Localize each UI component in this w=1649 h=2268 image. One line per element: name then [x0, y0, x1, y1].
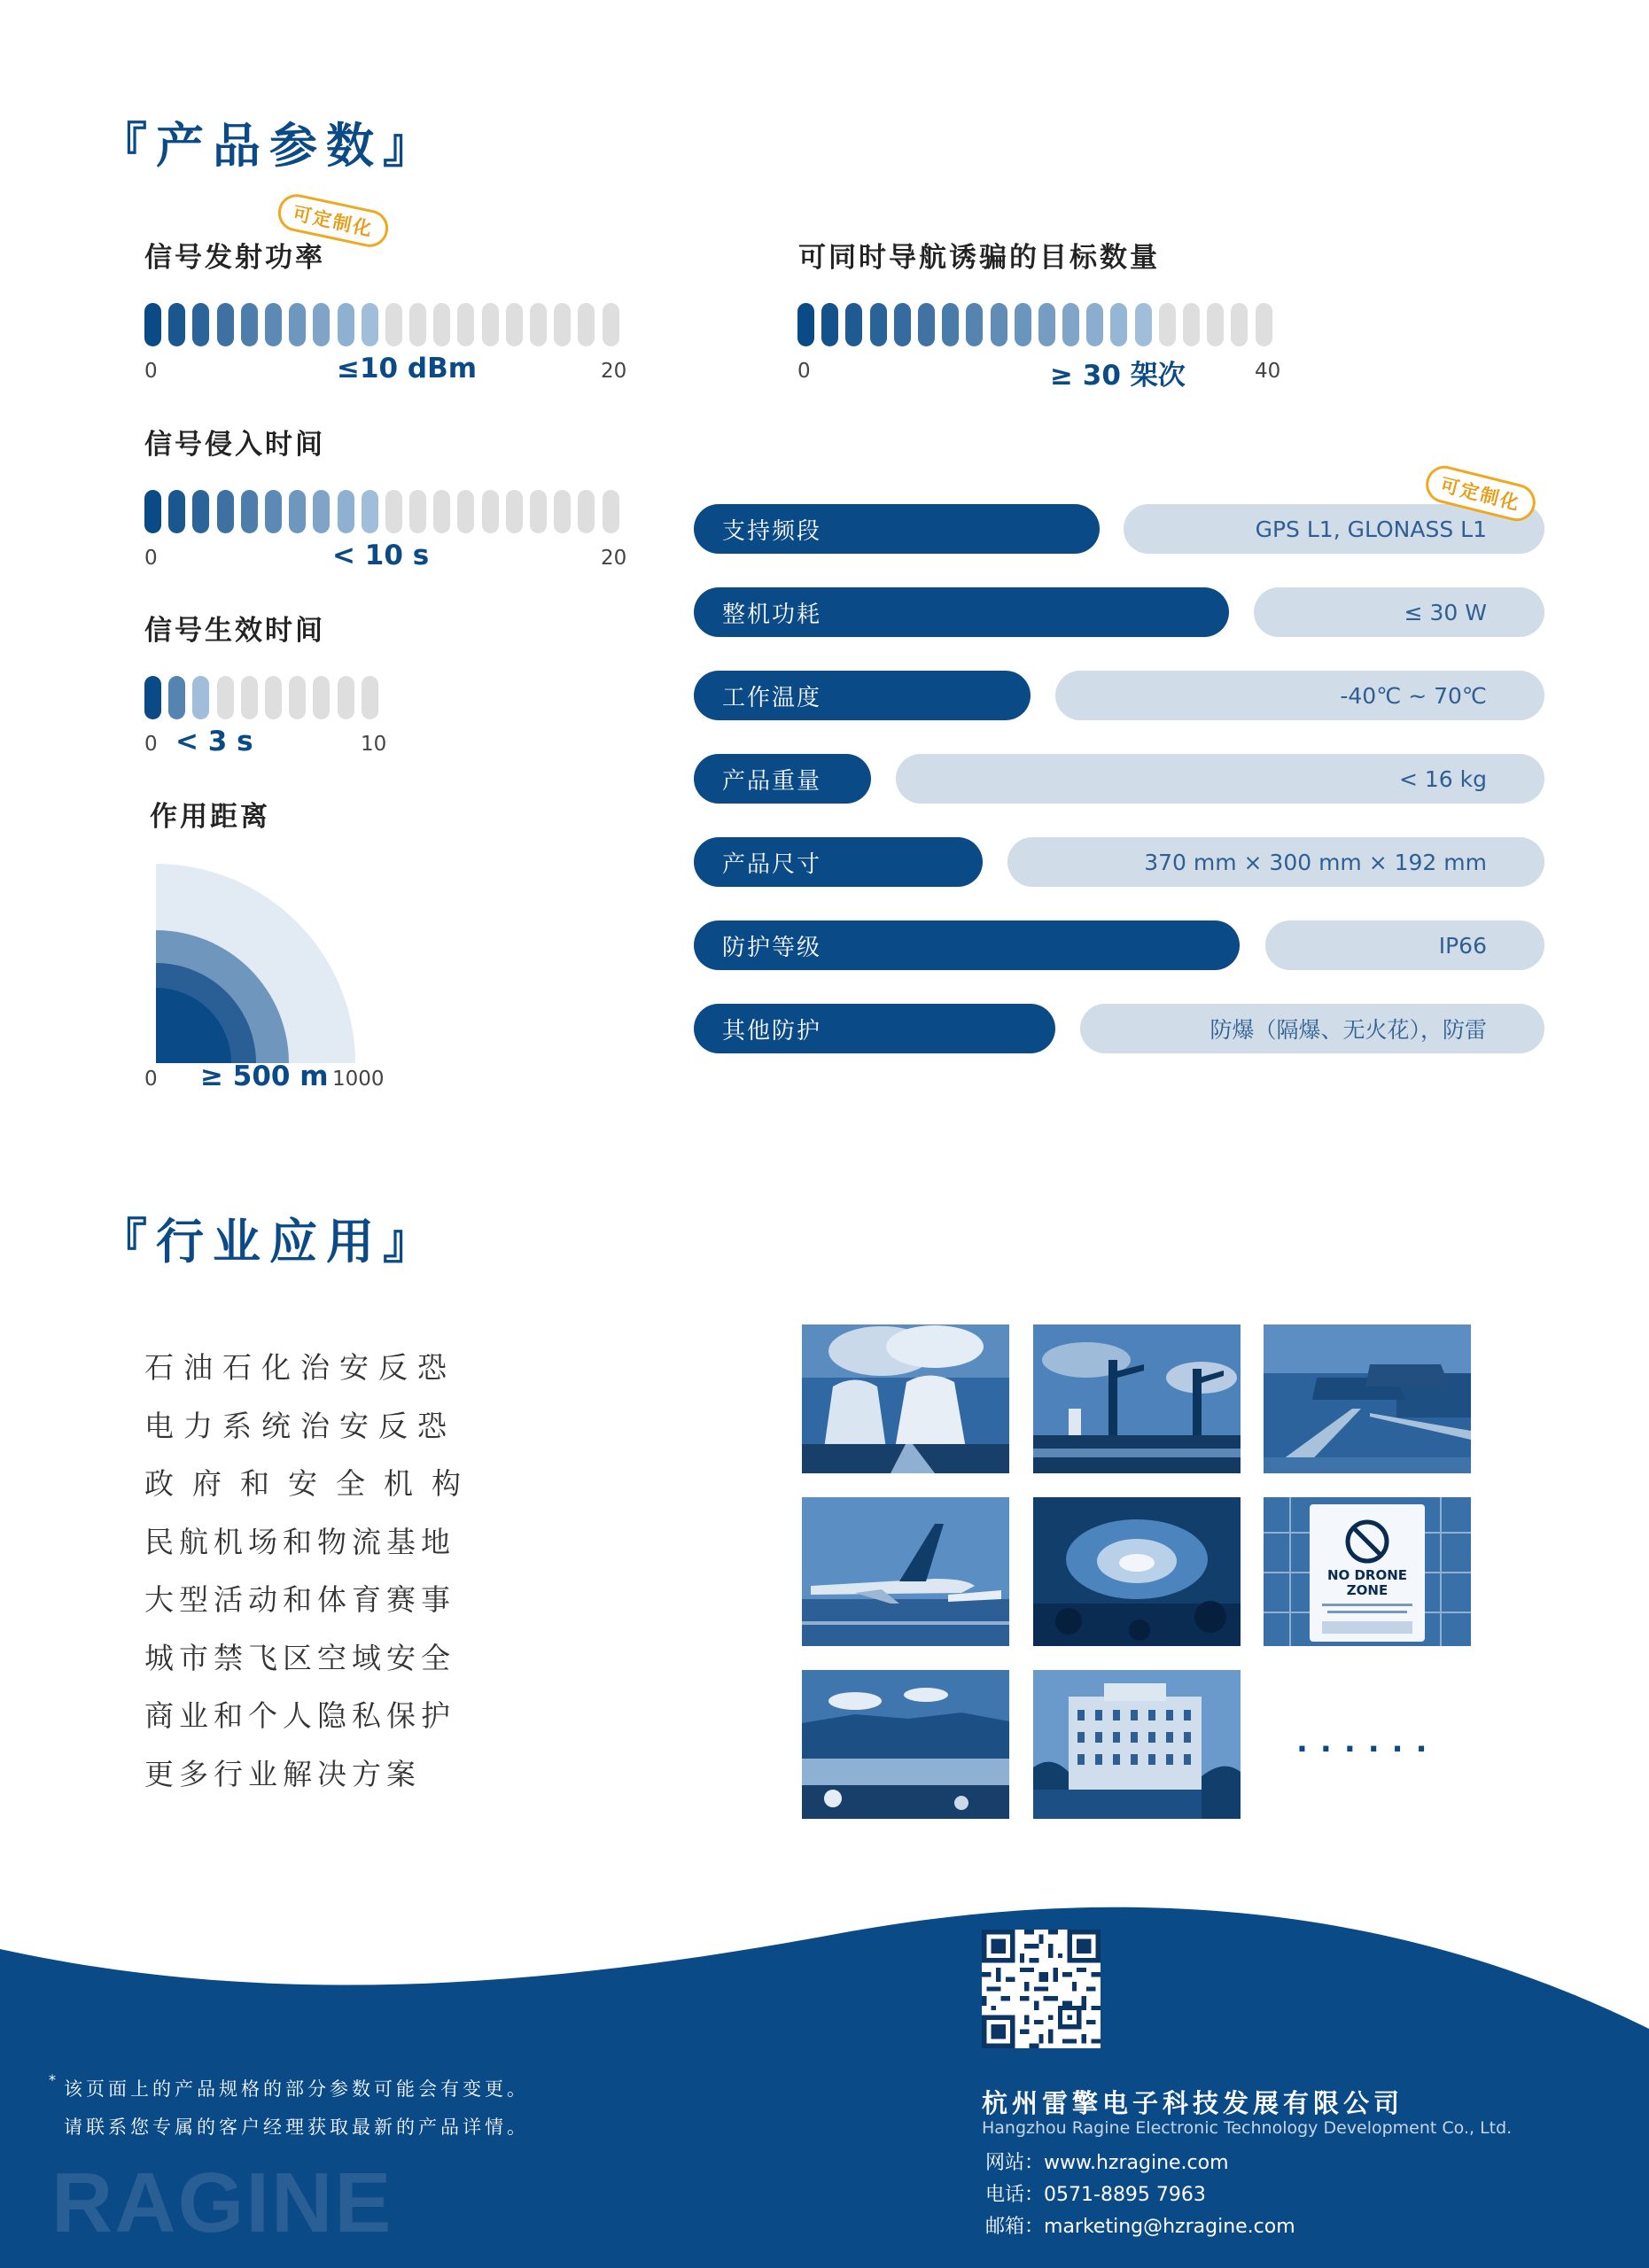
- targets-max: 40: [1255, 360, 1281, 383]
- range-max: 1000: [332, 1068, 385, 1091]
- power-min: 0: [144, 360, 158, 383]
- bar-segment: [1231, 303, 1248, 346]
- bar-segment: [241, 490, 258, 533]
- industry-item: 电力系统治安反恐: [144, 1408, 456, 1443]
- bar-segment: [530, 303, 547, 346]
- bar-segment: [265, 676, 282, 719]
- spec-value: ≤ 30 W: [1254, 587, 1544, 637]
- spec-row-frequency: [694, 504, 1544, 554]
- spec-value: 防爆（隔爆、无火花），防雷: [1080, 1004, 1544, 1053]
- industry-item: 城市禁飞区空域安全: [144, 1640, 455, 1675]
- intrusion-bar: [144, 490, 619, 533]
- specs-customizable-badge: 可定制化: [1422, 462, 1539, 524]
- intrusion-label: 信号侵入时间: [144, 429, 325, 461]
- website-label: 网站：: [985, 2152, 1045, 2174]
- company-name-en: Hangzhou Ragine Electronic Technology Development Co., Ltd.: [982, 2118, 1513, 2138]
- bar-segment: [845, 303, 862, 346]
- effect-label: 信号生效时间: [144, 615, 325, 647]
- photo-port-cranes: [1033, 1324, 1241, 1473]
- targets-label: 可同时导航诱骗的目标数量: [798, 242, 1160, 274]
- power-value: ≤10 dBm: [337, 353, 478, 384]
- bar-segment: [265, 303, 282, 346]
- bar-segment: [192, 490, 209, 533]
- power-customizable-badge: 可定制化: [275, 190, 392, 250]
- bar-segment: [433, 303, 450, 346]
- bar-segment: [313, 490, 330, 533]
- bar-segment: [192, 303, 209, 346]
- email-label: 邮箱：: [985, 2216, 1045, 2238]
- photo-power-plant: [802, 1324, 1009, 1473]
- spec-label: 整机功耗: [694, 587, 1229, 637]
- bar-segment: [338, 303, 354, 346]
- bar-segment: [289, 676, 306, 719]
- intrusion-value: < 10 s: [332, 540, 430, 571]
- phone-row: [985, 2179, 1206, 2207]
- spec-row-other-protection: [694, 1004, 1544, 1053]
- bar-segment: [506, 303, 523, 346]
- spec-value: 370 mm × 300 mm × 192 mm: [1007, 837, 1544, 887]
- bar-segment: [530, 490, 547, 533]
- bar-segment: [289, 303, 306, 346]
- industry-item: 民航机场和物流基地: [144, 1524, 455, 1559]
- bar-segment: [603, 303, 619, 346]
- bar-segment: [942, 303, 959, 346]
- spec-row-dimensions: [694, 837, 1544, 887]
- bar-segment: [482, 490, 499, 533]
- ragine-watermark: RAGINE: [51, 2155, 393, 2250]
- bar-segment: [457, 490, 474, 533]
- range-value: ≥ 500 m: [200, 1060, 329, 1092]
- bar-segment: [338, 676, 354, 719]
- bar-segment: [1038, 303, 1055, 346]
- bar-segment: [1256, 303, 1272, 346]
- bar-segment: [313, 676, 330, 719]
- effect-bar: [144, 676, 378, 719]
- photo-no-drone-zone-sign: [1264, 1497, 1471, 1646]
- bar-segment: [362, 303, 378, 346]
- effect-value: < 3 s: [175, 726, 253, 757]
- effect-max: 10: [361, 733, 387, 756]
- phone-label: 电话：: [985, 2184, 1045, 2206]
- no-drone-sign-line2: ZONE: [1346, 1582, 1388, 1598]
- spec-row-power-consumption: [694, 587, 1544, 637]
- apps-section-title: 『行业应用』: [99, 1214, 439, 1270]
- phone-number: 0571-8895 7963: [1044, 2184, 1206, 2206]
- bar-segment: [362, 676, 378, 719]
- spec-label: 产品重量: [694, 754, 871, 804]
- photo-concert-crowd: [1033, 1497, 1241, 1646]
- photo-military-vehicles: [1264, 1324, 1471, 1473]
- footnote-star: *: [49, 2071, 56, 2088]
- range-label: 作用距离: [150, 801, 270, 833]
- company-name-cn: 杭州雷擎电子科技发展有限公司: [982, 2088, 1404, 2118]
- bar-segment: [1015, 303, 1031, 346]
- no-drone-sign-line1: NO DRONE: [1326, 1567, 1408, 1583]
- targets-min: 0: [797, 360, 811, 383]
- spec-value: IP66: [1265, 920, 1544, 970]
- bar-segment: [578, 490, 595, 533]
- bar-segment: [918, 303, 935, 346]
- bar-segment: [144, 490, 161, 533]
- bar-segment: [217, 676, 234, 719]
- intrusion-max: 20: [601, 547, 627, 570]
- bar-segment: [168, 490, 185, 533]
- bar-segment: [1135, 303, 1152, 346]
- targets-value: ≥ 30 架次: [1050, 360, 1186, 392]
- bar-segment: [1086, 303, 1103, 346]
- bar-segment: [217, 303, 234, 346]
- bar-segment: [457, 303, 474, 346]
- bar-segment: [554, 490, 571, 533]
- bar-segment: [265, 490, 282, 533]
- bar-segment: [1110, 303, 1127, 346]
- bar-segment: [241, 676, 258, 719]
- spec-label: 防护等级: [694, 920, 1240, 970]
- bar-segment: [144, 676, 161, 719]
- power-label: 信号发射功率: [144, 242, 325, 274]
- footnote-line1: 该页面上的产品规格的部分参数可能会有变更。: [64, 2078, 529, 2100]
- bar-segment: [217, 490, 234, 533]
- bar-segment: [313, 303, 330, 346]
- industry-item: 政府和安全机构: [144, 1466, 479, 1501]
- bar-segment: [797, 303, 814, 346]
- bar-segment: [385, 490, 402, 533]
- bar-segment: [168, 303, 185, 346]
- intrusion-min: 0: [144, 547, 158, 570]
- spec-label: 产品尺寸: [694, 837, 983, 887]
- power-max: 20: [601, 360, 627, 383]
- bar-segment: [603, 490, 619, 533]
- bar-segment: [894, 303, 911, 346]
- bar-segment: [144, 303, 161, 346]
- bar-segment: [241, 303, 258, 346]
- bar-segment: [409, 490, 426, 533]
- bar-segment: [821, 303, 838, 346]
- photo-stadium: [802, 1670, 1009, 1819]
- industry-item: 更多行业解决方案: [144, 1756, 421, 1791]
- industry-item: 石油石化治安反恐: [144, 1350, 456, 1385]
- bar-segment: [1207, 303, 1224, 346]
- website-link[interactable]: www.hzragine.com: [1044, 2152, 1229, 2174]
- photo-government-building: [1033, 1670, 1241, 1819]
- photo-airport-planes: [802, 1497, 1009, 1646]
- bar-segment: [554, 303, 571, 346]
- bar-segment: [482, 303, 499, 346]
- range-min: 0: [144, 1068, 158, 1091]
- website-row: [985, 2148, 1229, 2175]
- spec-value: -40℃ ~ 70℃: [1055, 671, 1544, 720]
- bar-segment: [289, 490, 306, 533]
- bar-segment: [966, 303, 983, 346]
- bar-segment: [506, 490, 523, 533]
- bar-segment: [192, 676, 209, 719]
- effect-min: 0: [144, 733, 158, 756]
- email-row: [985, 2211, 1295, 2239]
- bar-segment: [362, 490, 378, 533]
- industry-item: 大型活动和体育赛事: [144, 1582, 455, 1617]
- spec-row-protection-rating: [694, 920, 1544, 970]
- spec-value: < 16 kg: [896, 754, 1544, 804]
- range-quarter-circle-graphic: [156, 864, 355, 1063]
- bar-segment: [338, 490, 354, 533]
- bar-segment: [578, 303, 595, 346]
- more-photos-ellipsis: ......: [1296, 1724, 1440, 1759]
- bar-segment: [991, 303, 1007, 346]
- bar-segment: [1159, 303, 1176, 346]
- spec-label: 工作温度: [694, 671, 1031, 720]
- industry-list: [144, 1345, 479, 1809]
- bar-segment: [409, 303, 426, 346]
- spec-row-weight: [694, 754, 1544, 804]
- bar-segment: [1062, 303, 1079, 346]
- bar-segment: [1183, 303, 1200, 346]
- bar-segment: [168, 676, 185, 719]
- spec-row-temperature: [694, 671, 1544, 720]
- targets-bar: [797, 303, 1272, 346]
- bar-segment: [385, 303, 402, 346]
- params-section-title: 『产品参数』: [99, 118, 439, 174]
- email-link[interactable]: marketing@hzragine.com: [1044, 2216, 1295, 2238]
- spec-label: 其他防护: [694, 1004, 1055, 1053]
- footnote-line2: 请联系您专属的客户经理获取最新的产品详情。: [64, 2117, 529, 2138]
- bar-segment: [870, 303, 887, 346]
- spec-value: GPS L1, GLONASS L1: [1124, 504, 1544, 554]
- industry-item: 商业和个人隐私保护: [144, 1698, 455, 1733]
- power-bar: [144, 303, 619, 346]
- spec-label: 支持频段: [694, 504, 1100, 554]
- bar-segment: [433, 490, 450, 533]
- qr-code: [982, 1930, 1101, 2048]
